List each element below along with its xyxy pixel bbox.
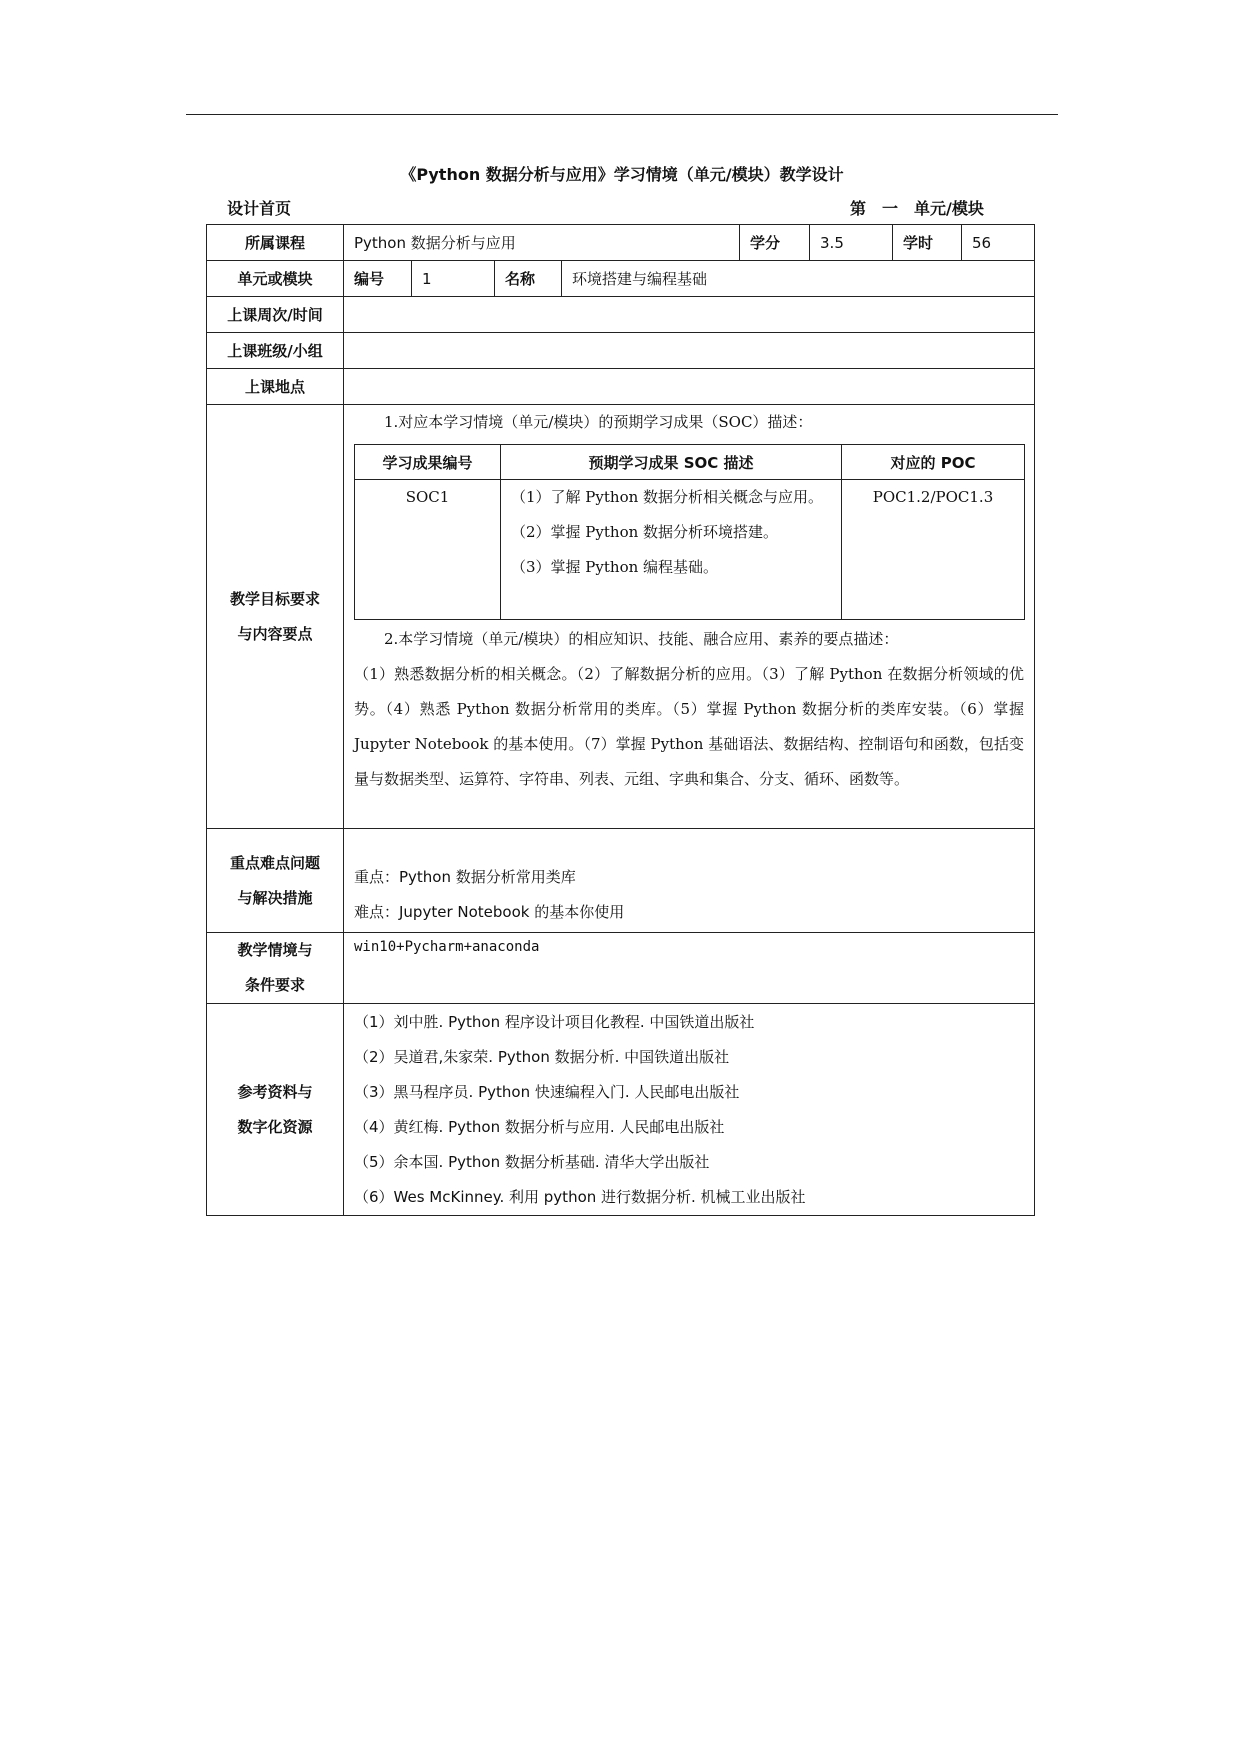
references-label: [207, 1004, 344, 1216]
class-value: [344, 333, 1035, 369]
reference-item-5: （5）余本国. Python 数据分析基础. 清华大学出版社: [354, 1153, 710, 1171]
location-label: 上课地点: [207, 369, 344, 405]
reference-item-2: （2）吴道君,朱家荣. Python 数据分析. 中国铁道出版社: [354, 1048, 730, 1066]
conditions-label: [207, 933, 344, 1004]
soc-header-id: 学习成果编号: [355, 445, 501, 480]
conditions-label-line2: 条件要求: [244, 976, 305, 994]
keypoints-label-line1: 重点难点问题: [229, 853, 320, 872]
objectives-label-line1: 教学目标要求: [229, 589, 320, 608]
objectives-label: [207, 405, 344, 829]
header-rule: [186, 114, 1058, 115]
reference-item-4: （4）黄红梅. Python 数据分析与应用. 人民邮电出版社: [354, 1118, 725, 1136]
keypoints-content: [344, 829, 1035, 933]
soc-header-row: [355, 445, 1025, 480]
soc-header-poc: 对应的 POC: [842, 445, 1025, 480]
number-value: 1: [412, 261, 495, 297]
soc-header-desc: 预期学习成果 SOC 描述: [501, 445, 842, 480]
location-value: [344, 369, 1035, 405]
difficult-point: 难点：Jupyter Notebook 的基本你使用: [354, 903, 625, 921]
objectives-point2-title: 2.本学习情境（单元/模块）的相应知识、技能、融合应用、素养的要点描述：: [384, 630, 899, 648]
hours-label: 学时: [893, 225, 962, 261]
soc-id: SOC1: [355, 480, 501, 620]
time-row: [207, 297, 1035, 333]
unit-row: [207, 261, 1035, 297]
class-row: [207, 333, 1035, 369]
course-row: [207, 225, 1035, 261]
conditions-label-line1: 教学情境与: [237, 941, 313, 959]
hours-value: 56: [962, 225, 1035, 261]
course-value: Python 数据分析与应用: [344, 225, 740, 261]
reference-item-1: （1）刘中胜. Python 程序设计项目化教程. 中国铁道出版社: [354, 1013, 755, 1031]
time-label: 上课周次/时间: [207, 297, 344, 333]
keypoints-label-line2: 与解决措施: [237, 888, 313, 907]
conditions-row: [207, 933, 1035, 1004]
objectives-point2-body: （1）熟悉数据分析的相关概念。（2）了解数据分析的应用。（3）了解 Python 在数据分析领域的优势。（4）熟悉 Python 数据分析常用的类库。（5）掌握 Python 数据分析的类库安装。（6）掌握 Jupyter Notebook 的基本使用。（7）掌握 Python 基础语法、数据结构、控制语句和函数，包括变量与数据类型、运算符、字符串、列表、元组、字典和集合、分支、循环、函数等。: [354, 665, 1025, 788]
document-title: 《Python 数据分析与应用》学习情境（单元/模块）教学设计: [400, 165, 844, 184]
reference-item-6: （6）Wes McKinney. 利用 python 进行数据分析. 机械工业出版社: [354, 1188, 806, 1206]
objectives-label-line2: 与内容要点: [237, 624, 313, 643]
key-point: 重点：Python 数据分析常用类库: [354, 868, 576, 886]
references-content: [344, 1004, 1035, 1216]
soc-descriptions: [501, 480, 842, 620]
soc-poc: POC1.2/POC1.3: [842, 480, 1025, 620]
soc-desc-3: （3）掌握 Python 编程基础。: [511, 558, 719, 576]
soc-desc-1: （1）了解 Python 数据分析相关概念与应用。: [511, 488, 824, 506]
credit-label: 学分: [740, 225, 810, 261]
soc-row: [355, 480, 1025, 620]
keypoints-label: [207, 829, 344, 933]
soc-table: [354, 444, 1025, 620]
location-row: [207, 369, 1035, 405]
keypoints-row: [207, 829, 1035, 933]
time-value: [344, 297, 1035, 333]
soc-desc-2: （2）掌握 Python 数据分析环境搭建。: [511, 523, 779, 541]
unit-label: 第 一 单元/模块: [850, 199, 984, 218]
references-row: [207, 1004, 1035, 1216]
objectives-row: [207, 405, 1035, 829]
number-label: 编号: [344, 261, 412, 297]
references-label-line1: 参考资料与: [237, 1082, 313, 1101]
class-label: 上课班级/小组: [207, 333, 344, 369]
course-label: 所属课程: [207, 225, 344, 261]
page-label: 设计首页: [227, 199, 292, 218]
objectives-intro: 1.对应本学习情境（单元/模块）的预期学习成果（SOC）描述：: [384, 413, 813, 431]
reference-item-3: （3）黑马程序员. Python 快速编程入门. 人民邮电出版社: [354, 1083, 740, 1101]
name-value: 环境搭建与编程基础: [562, 261, 1035, 297]
name-label: 名称: [495, 261, 562, 297]
objectives-content: [344, 405, 1035, 829]
conditions-value: win10+Pycharm+anaconda: [344, 933, 1035, 1004]
unit-label-cell: 单元或模块: [207, 261, 344, 297]
references-label-line2: 数字化资源: [237, 1117, 313, 1136]
credit-value: 3.5: [810, 225, 893, 261]
design-table: [206, 224, 1035, 1216]
